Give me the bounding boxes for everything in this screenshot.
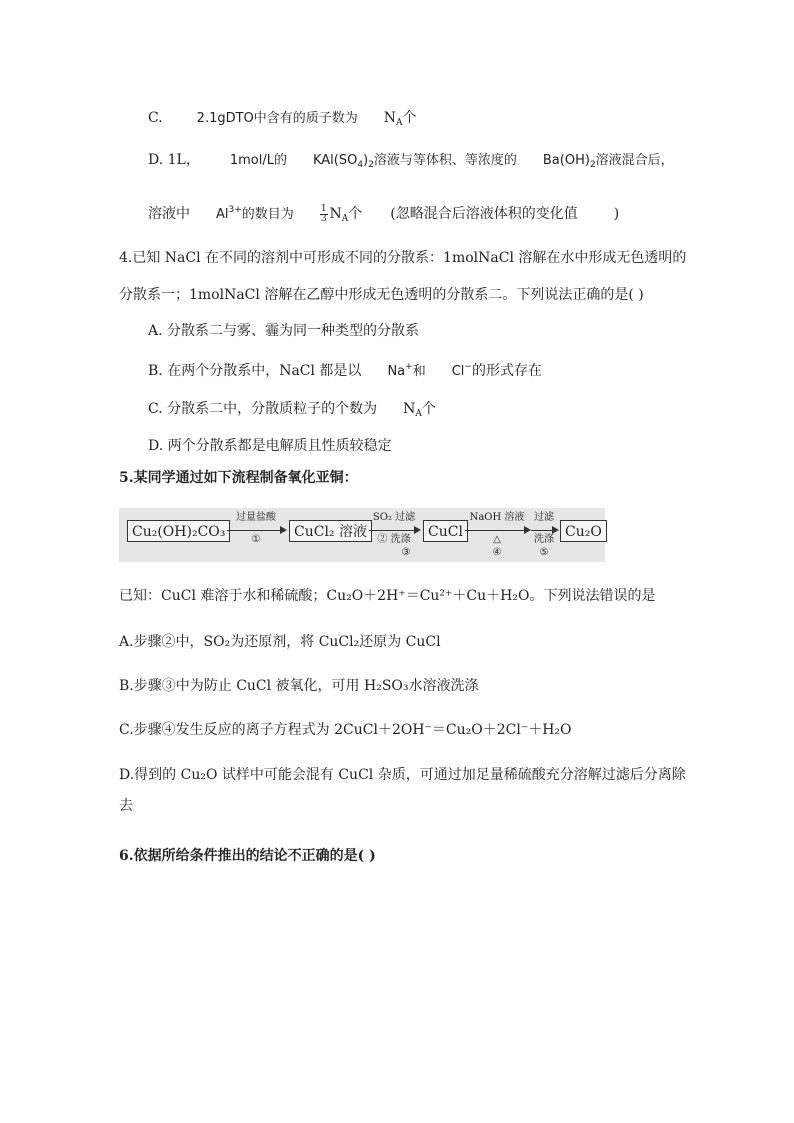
q4-stem-line-1: 4.已知 NaCl 在不同的溶剂中可形成不同的分散系：1molNaCl 溶解在水中形成无色透明的 bbox=[119, 250, 687, 266]
flow-arrow-1 bbox=[227, 530, 285, 531]
option-c-text: 2.1gDTO中含有的质子数为 bbox=[196, 111, 358, 126]
option-c-line: C. 2.1gDTO中含有的质子数为 $N_A$个 bbox=[148, 110, 417, 128]
flow-diagram bbox=[119, 508, 605, 562]
flow-arrow-4-op: 过滤 bbox=[534, 512, 554, 523]
q6-stem: 6.依据所给条件推出的结论不正确的是( ) bbox=[119, 848, 376, 864]
na-symbol: $N_A$ bbox=[403, 401, 422, 419]
flow-arrow-1-reagent: 过量盐酸 bbox=[236, 512, 276, 523]
al-ion: $Al^{3+}$的数目为 bbox=[216, 205, 294, 222]
q5-option-c: C.步骤④发生反应的离子方程式为 2CuCl＋2OH⁻＝Cu₂O＋2Cl⁻＋H₂O bbox=[119, 722, 572, 738]
flow-box-cu2o: Cu₂O bbox=[560, 520, 607, 542]
flow-step-3: ③ bbox=[401, 547, 411, 558]
q5-option-a: A.步骤②中，SO₂为还原剂，将 CuCl₂还原为 CuCl bbox=[119, 634, 441, 650]
baoh-formula: $Ba(OH)_2$溶液混合后， bbox=[542, 153, 674, 170]
q4-option-c: C. 分散系二中，分散质粒子的个数为 $N_A$个 bbox=[148, 401, 436, 419]
flow-arrow-3 bbox=[465, 530, 529, 531]
q5-known: 已知：CuCl 难溶于水和稀硫酸；Cu₂O＋2H⁺＝Cu²⁺＋Cu＋H₂O。下列说法错误的是 bbox=[119, 588, 656, 604]
flow-arrow-3-reagent: NaOH 溶液 bbox=[469, 512, 525, 523]
flow-box-cucl2: CuCl₂ 溶液 bbox=[289, 520, 372, 542]
option-c-label: C. bbox=[148, 110, 163, 126]
flow-heat-symbol: △ bbox=[493, 534, 501, 545]
q5-option-d-line-2: 去 bbox=[119, 798, 133, 814]
na-symbol: $N_A$ bbox=[329, 206, 349, 224]
flow-box-cucl: CuCl bbox=[423, 520, 468, 542]
na-symbol: $N_A$ bbox=[383, 110, 403, 128]
flow-step-4: ④ bbox=[492, 547, 502, 558]
q5-stem: 5.某同学通过如下流程制备氧化亚铜： bbox=[119, 470, 358, 486]
flow-step-1: ① bbox=[251, 534, 261, 545]
flow-step-2-3: ② 洗涤 bbox=[377, 534, 411, 545]
flow-arrow-4-wash: 洗涤 bbox=[534, 534, 554, 545]
q5-option-d-line-1: D.得到的 Cu₂O 试样中可能会混有 CuCl 杂质，可通过加足量稀硫酸充分溶解过滤后分离除 bbox=[119, 767, 686, 783]
option-d-line-1: D. 1L， 1mol/L的 $KAl(SO_4)_2$溶液与等体积、等浓度的 $Ba(OH)_2$溶液混合后， bbox=[148, 152, 674, 170]
q4-stem-line-2: 分散系一；1molNaCl 溶解在乙醇中形成无色透明的分散系二。下列说法正确的是( ) bbox=[119, 287, 644, 303]
option-d-line-2: 溶液中 $Al^{3+}$的数目为 $\frac{1}{3}$ $N_A$个 (忽略混合后溶液体积的变化值 ) bbox=[148, 203, 620, 224]
flow-arrow-2 bbox=[369, 530, 419, 531]
q4-option-a: A. 分散系二与雾、霾为同一种类型的分散系 bbox=[148, 323, 420, 339]
flow-box-cu2oh2co3: Cu₂(OH)₂CO₃ bbox=[127, 520, 230, 542]
q4-option-b: B. 在两个分散系中，NaCl 都是以 Na+和 Cl−的形式存在 bbox=[148, 362, 542, 379]
flow-step-5: ⑤ bbox=[539, 547, 549, 558]
q4-option-d: D. 两个分散系都是电解质且性质较稳定 bbox=[148, 438, 392, 454]
flow-arrow-2-reagent: SO₂ 过滤 bbox=[372, 512, 416, 523]
q5-option-b: B.步骤③中为防止 CuCl 被氧化，可用 H₂SO₃水溶液洗涤 bbox=[119, 678, 479, 694]
fraction-one-third: $\frac{1}{3}$ bbox=[320, 203, 327, 224]
flow-arrow-4 bbox=[531, 530, 557, 531]
kal-formula: $KAl(SO_4)_2$溶液与等体积、等浓度的 bbox=[312, 153, 517, 170]
